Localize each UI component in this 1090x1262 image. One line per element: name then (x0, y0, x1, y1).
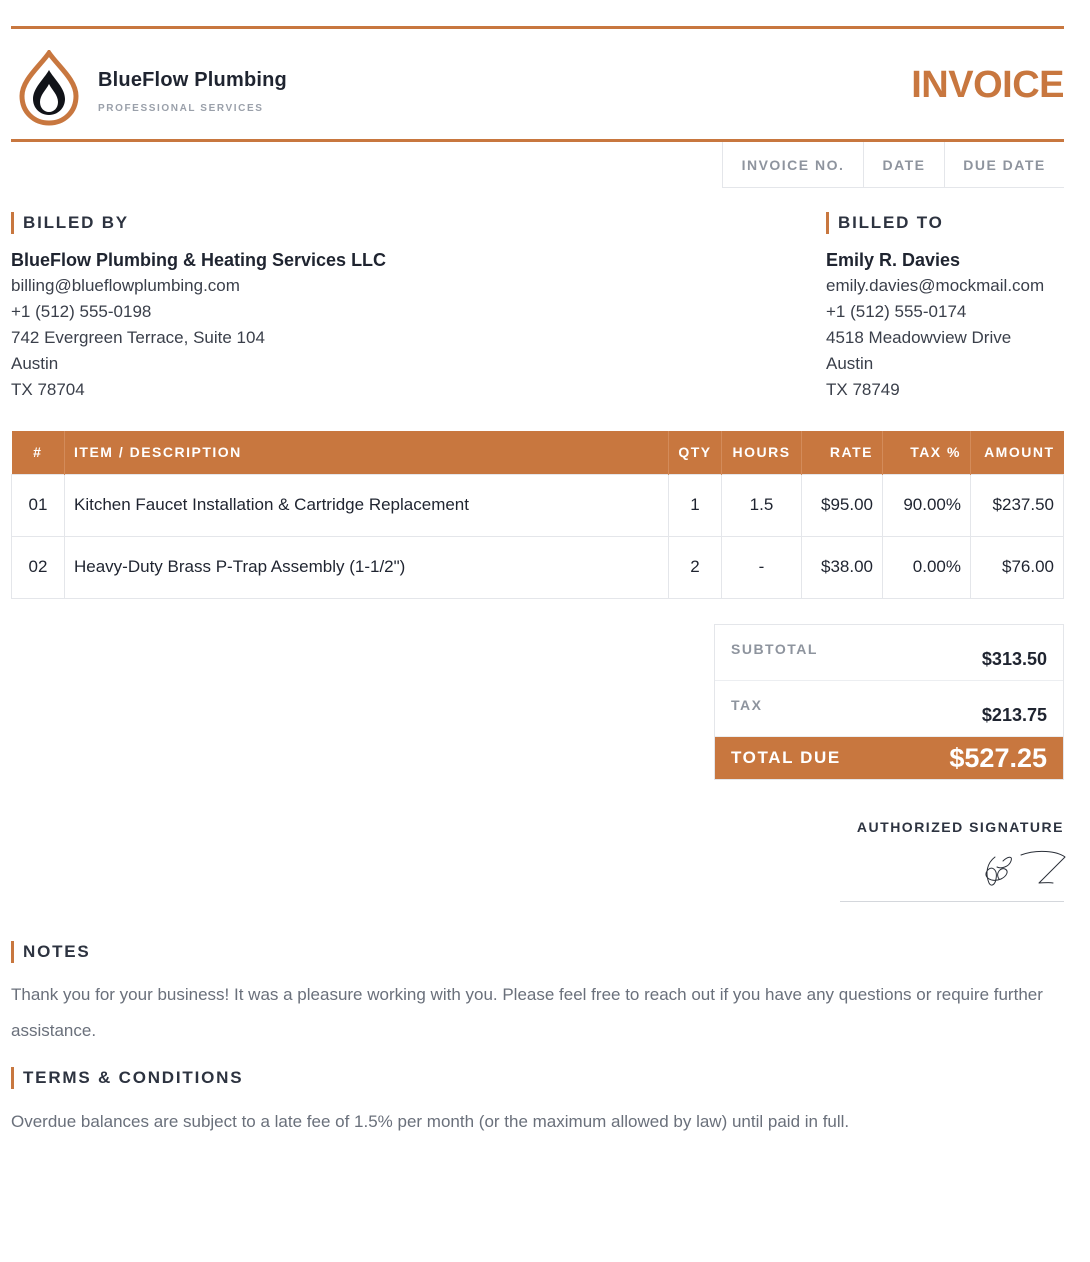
row-amount: $76.00 (971, 536, 1064, 598)
col-header-hours: HOURS (722, 431, 802, 474)
row-rate: $38.00 (802, 536, 883, 598)
row-description: Heavy-Duty Brass P-Trap Assembly (1-1/2") (65, 536, 669, 598)
total-due-label: TOTAL DUE (731, 748, 841, 767)
col-header-rate: RATE (802, 431, 883, 474)
invoice-no-label: INVOICE NO. (722, 142, 863, 187)
signature-image (977, 849, 1067, 891)
billed-by-heading: BILLED BY (11, 212, 129, 234)
col-header-description: ITEM / DESCRIPTION (65, 431, 669, 474)
document-title: INVOICE (911, 64, 1064, 106)
billed-to-heading: BILLED TO (826, 212, 944, 234)
invoice-page (11, 0, 1064, 1262)
billed-by-city: Austin (11, 354, 59, 373)
tax-label: TAX (731, 697, 763, 713)
terms-heading: TERMS & CONDITIONS (11, 1067, 243, 1089)
company-name: BlueFlow Plumbing (98, 69, 287, 91)
signature-line (840, 901, 1064, 902)
terms-text: Overdue balances are subject to a late fee of 1.5% per month (or the maximum allowed by law) until paid in full. (11, 1112, 850, 1131)
company-tagline: PROFESSIONAL SERVICES (98, 103, 264, 114)
tax-value: $213.75 (981, 705, 1047, 725)
notes-text: Thank you for your business! It was a pleasure working with you. Please feel free to reach out if you have any questions or require further assistance. (11, 985, 1043, 1040)
row-description: Kitchen Faucet Installation & Cartridge Replacement (65, 474, 669, 536)
billed-to-city: Austin (826, 354, 874, 373)
billed-by-email: billing@blueflowplumbing.com (11, 276, 240, 295)
billed-to-block (826, 247, 1044, 403)
top-rule (11, 26, 1064, 29)
row-tax: 0.00% (883, 536, 971, 598)
billed-by-address: 742 Evergreen Terrace, Suite 104 (11, 328, 265, 347)
line-items-table (11, 431, 1064, 599)
row-hours: - (722, 536, 802, 598)
row-qty: 1 (669, 474, 722, 536)
subtotal-label: SUBTOTAL (731, 641, 818, 657)
tax-row (715, 681, 1063, 737)
billed-to-address: 4518 Meadowview Drive (826, 328, 1012, 347)
col-header-qty: QTY (669, 431, 722, 474)
totals-box (714, 624, 1064, 780)
notes-heading: NOTES (11, 941, 91, 963)
row-amount: $237.50 (971, 474, 1064, 536)
col-header-tax: TAX % (883, 431, 971, 474)
table-row (12, 474, 1064, 536)
row-hours: 1.5 (722, 474, 802, 536)
total-due-row (715, 737, 1063, 779)
row-num: 02 (12, 536, 65, 598)
row-num: 01 (12, 474, 65, 536)
billed-by-name: BlueFlow Plumbing & Heating Services LLC (11, 250, 387, 270)
signature-label: AUTHORIZED SIGNATURE (856, 819, 1064, 835)
due-date-label: DUE DATE (944, 142, 1064, 187)
table-row (12, 536, 1064, 598)
billed-to-name: Emily R. Davies (826, 250, 961, 270)
total-due-value: $527.25 (949, 742, 1047, 773)
billed-by-state-zip: TX 78704 (11, 380, 85, 399)
billed-to-email: emily.davies@mockmail.com (826, 276, 1045, 295)
subtotal-value: $313.50 (981, 649, 1047, 669)
col-header-num: # (12, 431, 65, 474)
billed-by-phone: +1 (512) 555-0198 (11, 302, 152, 321)
row-tax: 90.00% (883, 474, 971, 536)
water-drop-icon (18, 50, 80, 126)
col-header-amount: AMOUNT (971, 431, 1064, 474)
table-header-row (12, 431, 1064, 474)
row-rate: $95.00 (802, 474, 883, 536)
date-label: DATE (863, 142, 944, 187)
billed-by-block (11, 247, 386, 403)
subtotal-row (715, 625, 1063, 681)
row-qty: 2 (669, 536, 722, 598)
invoice-meta (722, 142, 1064, 188)
billed-to-phone: +1 (512) 555-0174 (826, 302, 967, 321)
billed-to-state-zip: TX 78749 (826, 380, 900, 399)
